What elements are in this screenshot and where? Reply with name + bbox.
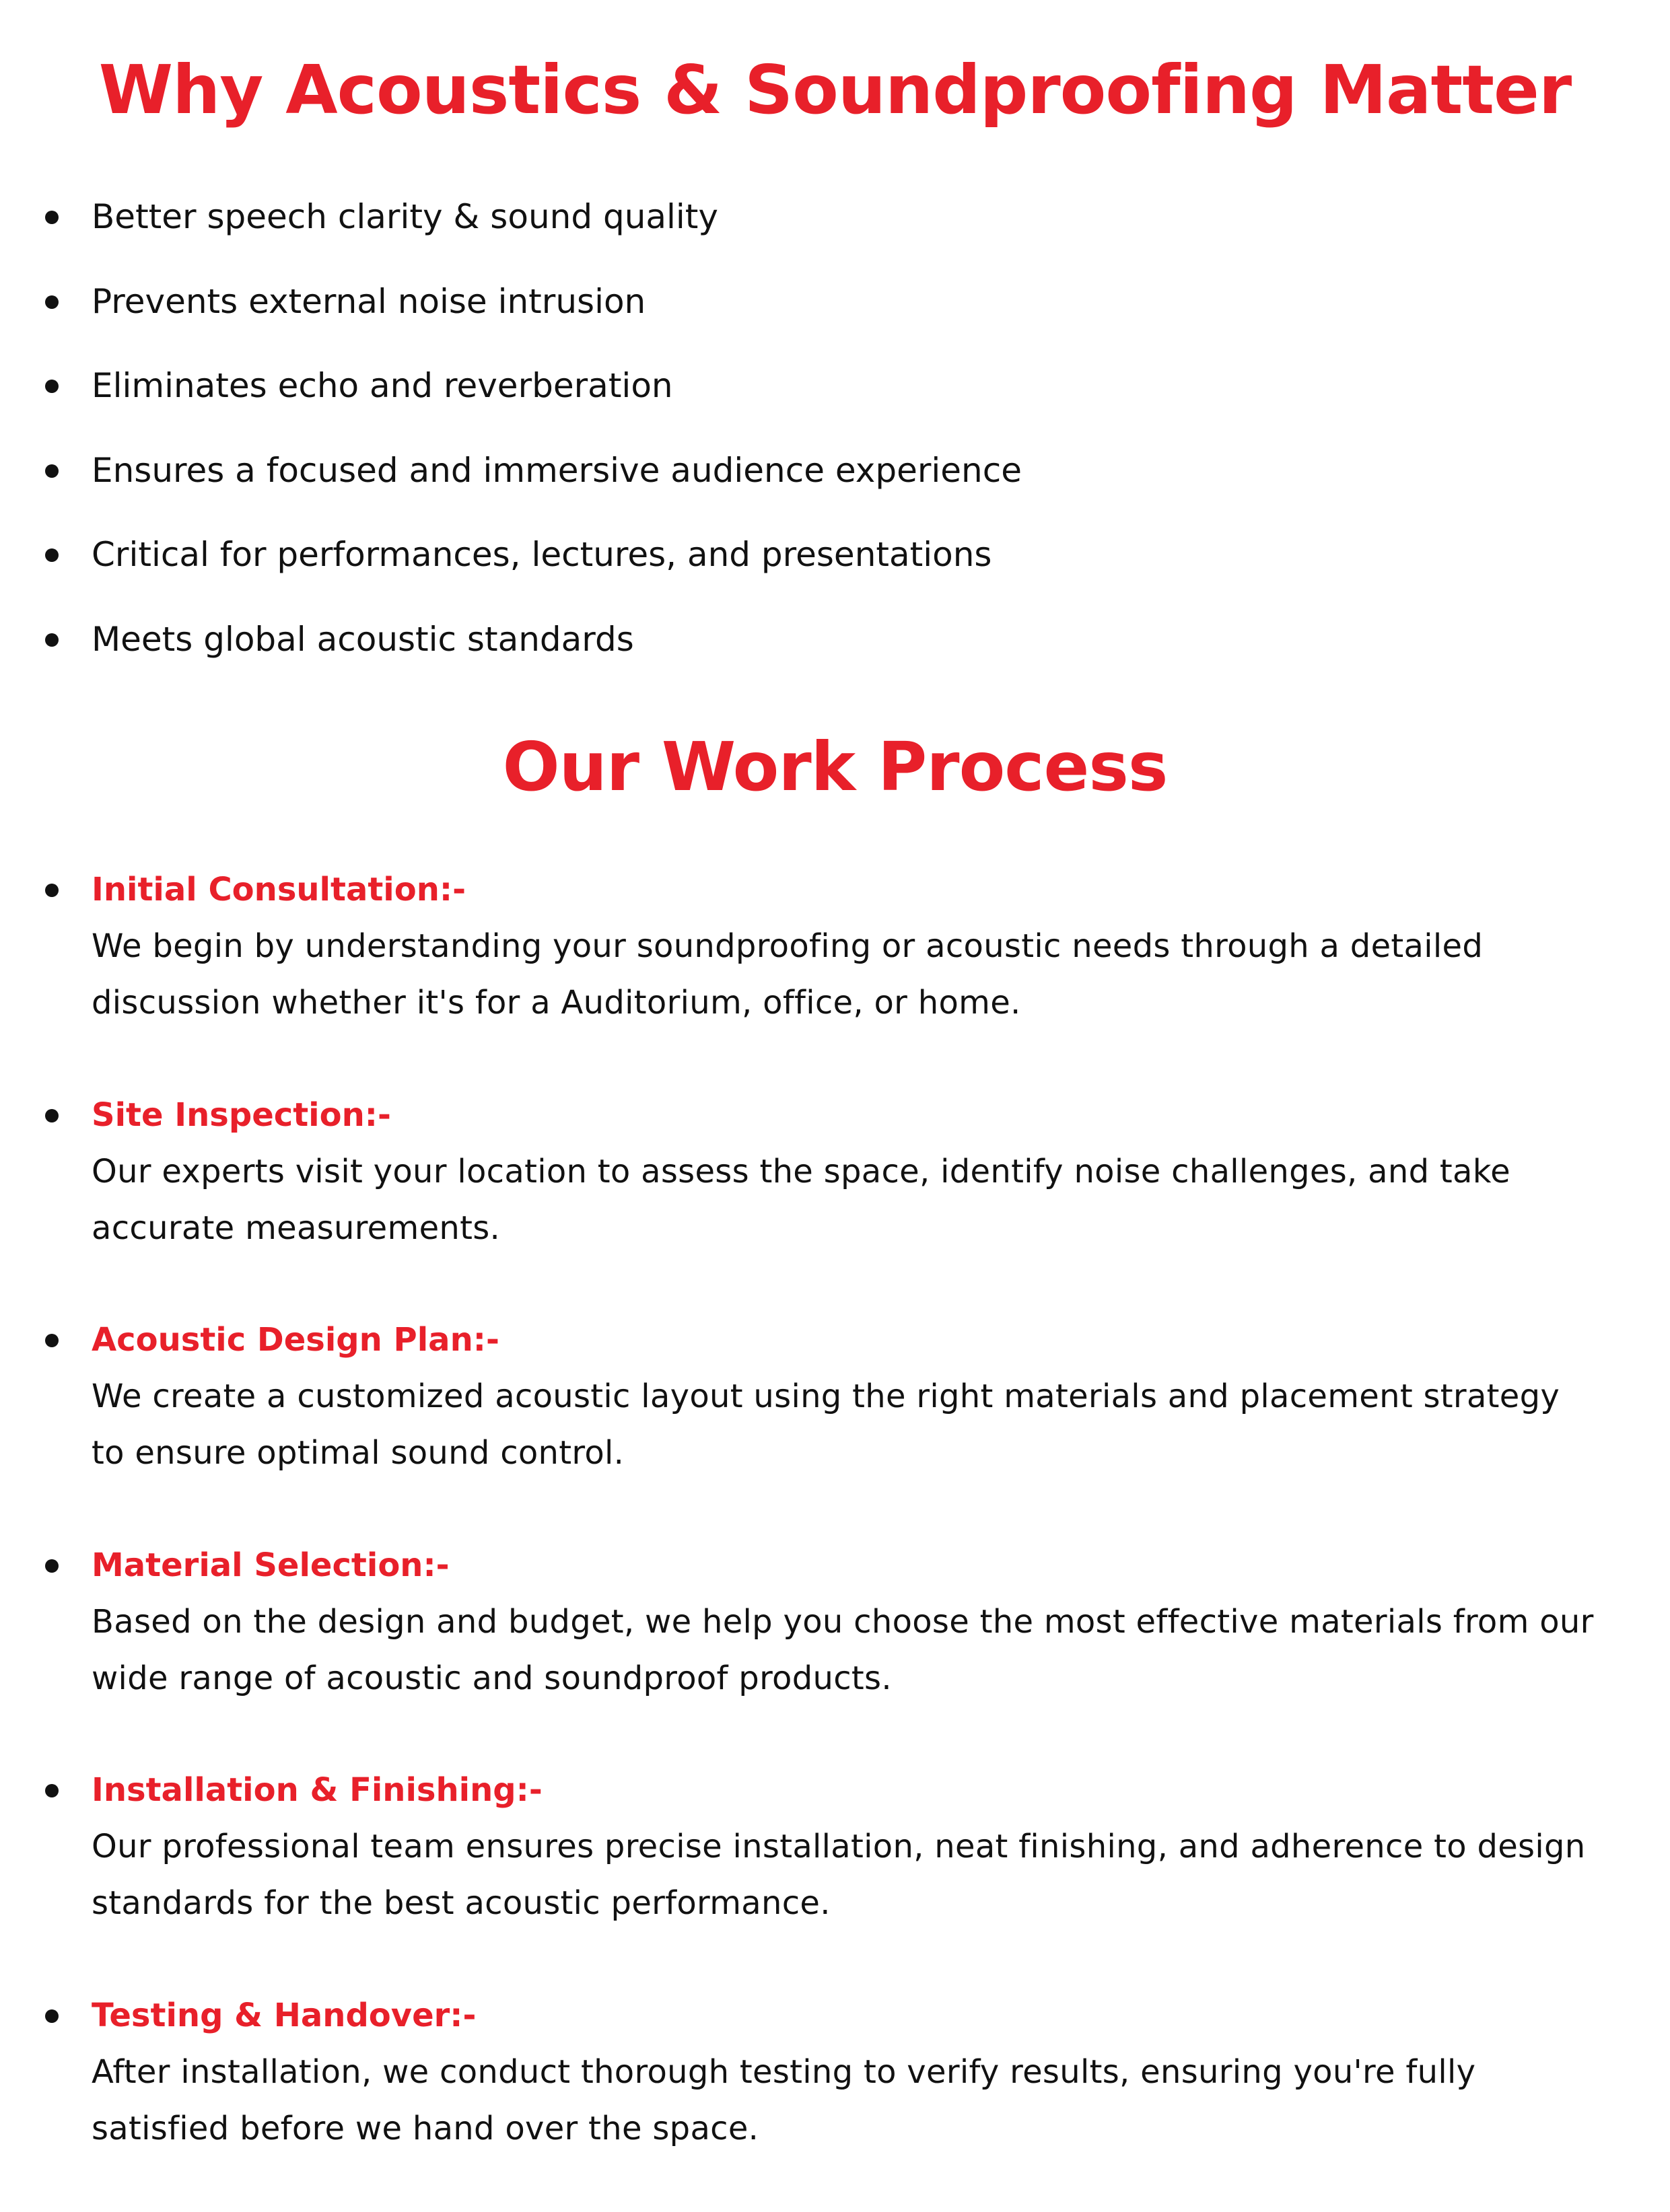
process-step [0, 1537, 1599, 1762]
benefit-item [0, 446, 1022, 531]
bullet-icon [45, 211, 59, 224]
step-description: After installation, we conduct thorough testing to verify results, ensuring you're fully satisfied before we hand over the space. [92, 2044, 1599, 2157]
bullet-icon [45, 633, 59, 647]
process-steps-list [0, 861, 1599, 2212]
benefit-text: Critical for performances, lectures, and presentations [92, 535, 991, 574]
benefit-item [0, 615, 1022, 700]
step-description: Our experts visit your location to assess the space, identify noise challenges, and take accurate measurements. [92, 1143, 1599, 1256]
benefit-text: Eliminates echo and reverberation [92, 366, 673, 405]
benefit-item [0, 530, 1022, 615]
bullet-icon [45, 1559, 59, 1573]
why-acoustics-title: Why Acoustics & Soundproofing Matter [0, 57, 1670, 124]
bullet-icon [45, 548, 59, 562]
step-title: Initial Consultation:- [92, 861, 1599, 918]
process-step [0, 1087, 1599, 1312]
benefit-text: Prevents external noise intrusion [92, 282, 646, 321]
benefit-text: Ensures a focused and immersive audience experience [92, 451, 1022, 490]
step-title: Material Selection:- [92, 1537, 1599, 1594]
bullet-icon [45, 1334, 59, 1347]
bullet-icon [45, 1784, 59, 1797]
step-description: Based on the design and budget, we help you choose the most effective materials from our wide range of acoustic and soundproof products. [92, 1594, 1599, 1707]
benefits-list [0, 192, 1022, 699]
process-step [0, 1312, 1599, 1537]
process-step [0, 1762, 1599, 1987]
process-step [0, 1987, 1599, 2212]
step-title: Site Inspection:- [92, 1087, 1599, 1143]
bullet-icon [45, 295, 59, 309]
step-title: Installation & Finishing:- [92, 1762, 1599, 1818]
benefit-text: Meets global acoustic standards [92, 620, 634, 659]
step-description: We create a customized acoustic layout using the right materials and placement strategy to ensure optimal sound control. [92, 1368, 1599, 1481]
bullet-icon [45, 2009, 59, 2023]
bullet-icon [45, 464, 59, 478]
benefit-text: Better speech clarity & sound quality [92, 197, 718, 236]
step-title: Testing & Handover:- [92, 1987, 1599, 2044]
step-title: Acoustic Design Plan:- [92, 1312, 1599, 1368]
bullet-icon [45, 380, 59, 393]
benefit-item [0, 361, 1022, 446]
benefit-item [0, 277, 1022, 362]
step-description: Our professional team ensures precise installation, neat finishing, and adherence to design standards for the best acoustic performance. [92, 1818, 1599, 1931]
work-process-title: Our Work Process [0, 734, 1670, 801]
benefit-item [0, 192, 1022, 277]
process-step [0, 861, 1599, 1087]
step-description: We begin by understanding your soundproofing or acoustic needs through a detailed discussion whether it's for a Auditorium, office, or home. [92, 918, 1599, 1031]
bullet-icon [45, 884, 59, 897]
bullet-icon [45, 1109, 59, 1122]
